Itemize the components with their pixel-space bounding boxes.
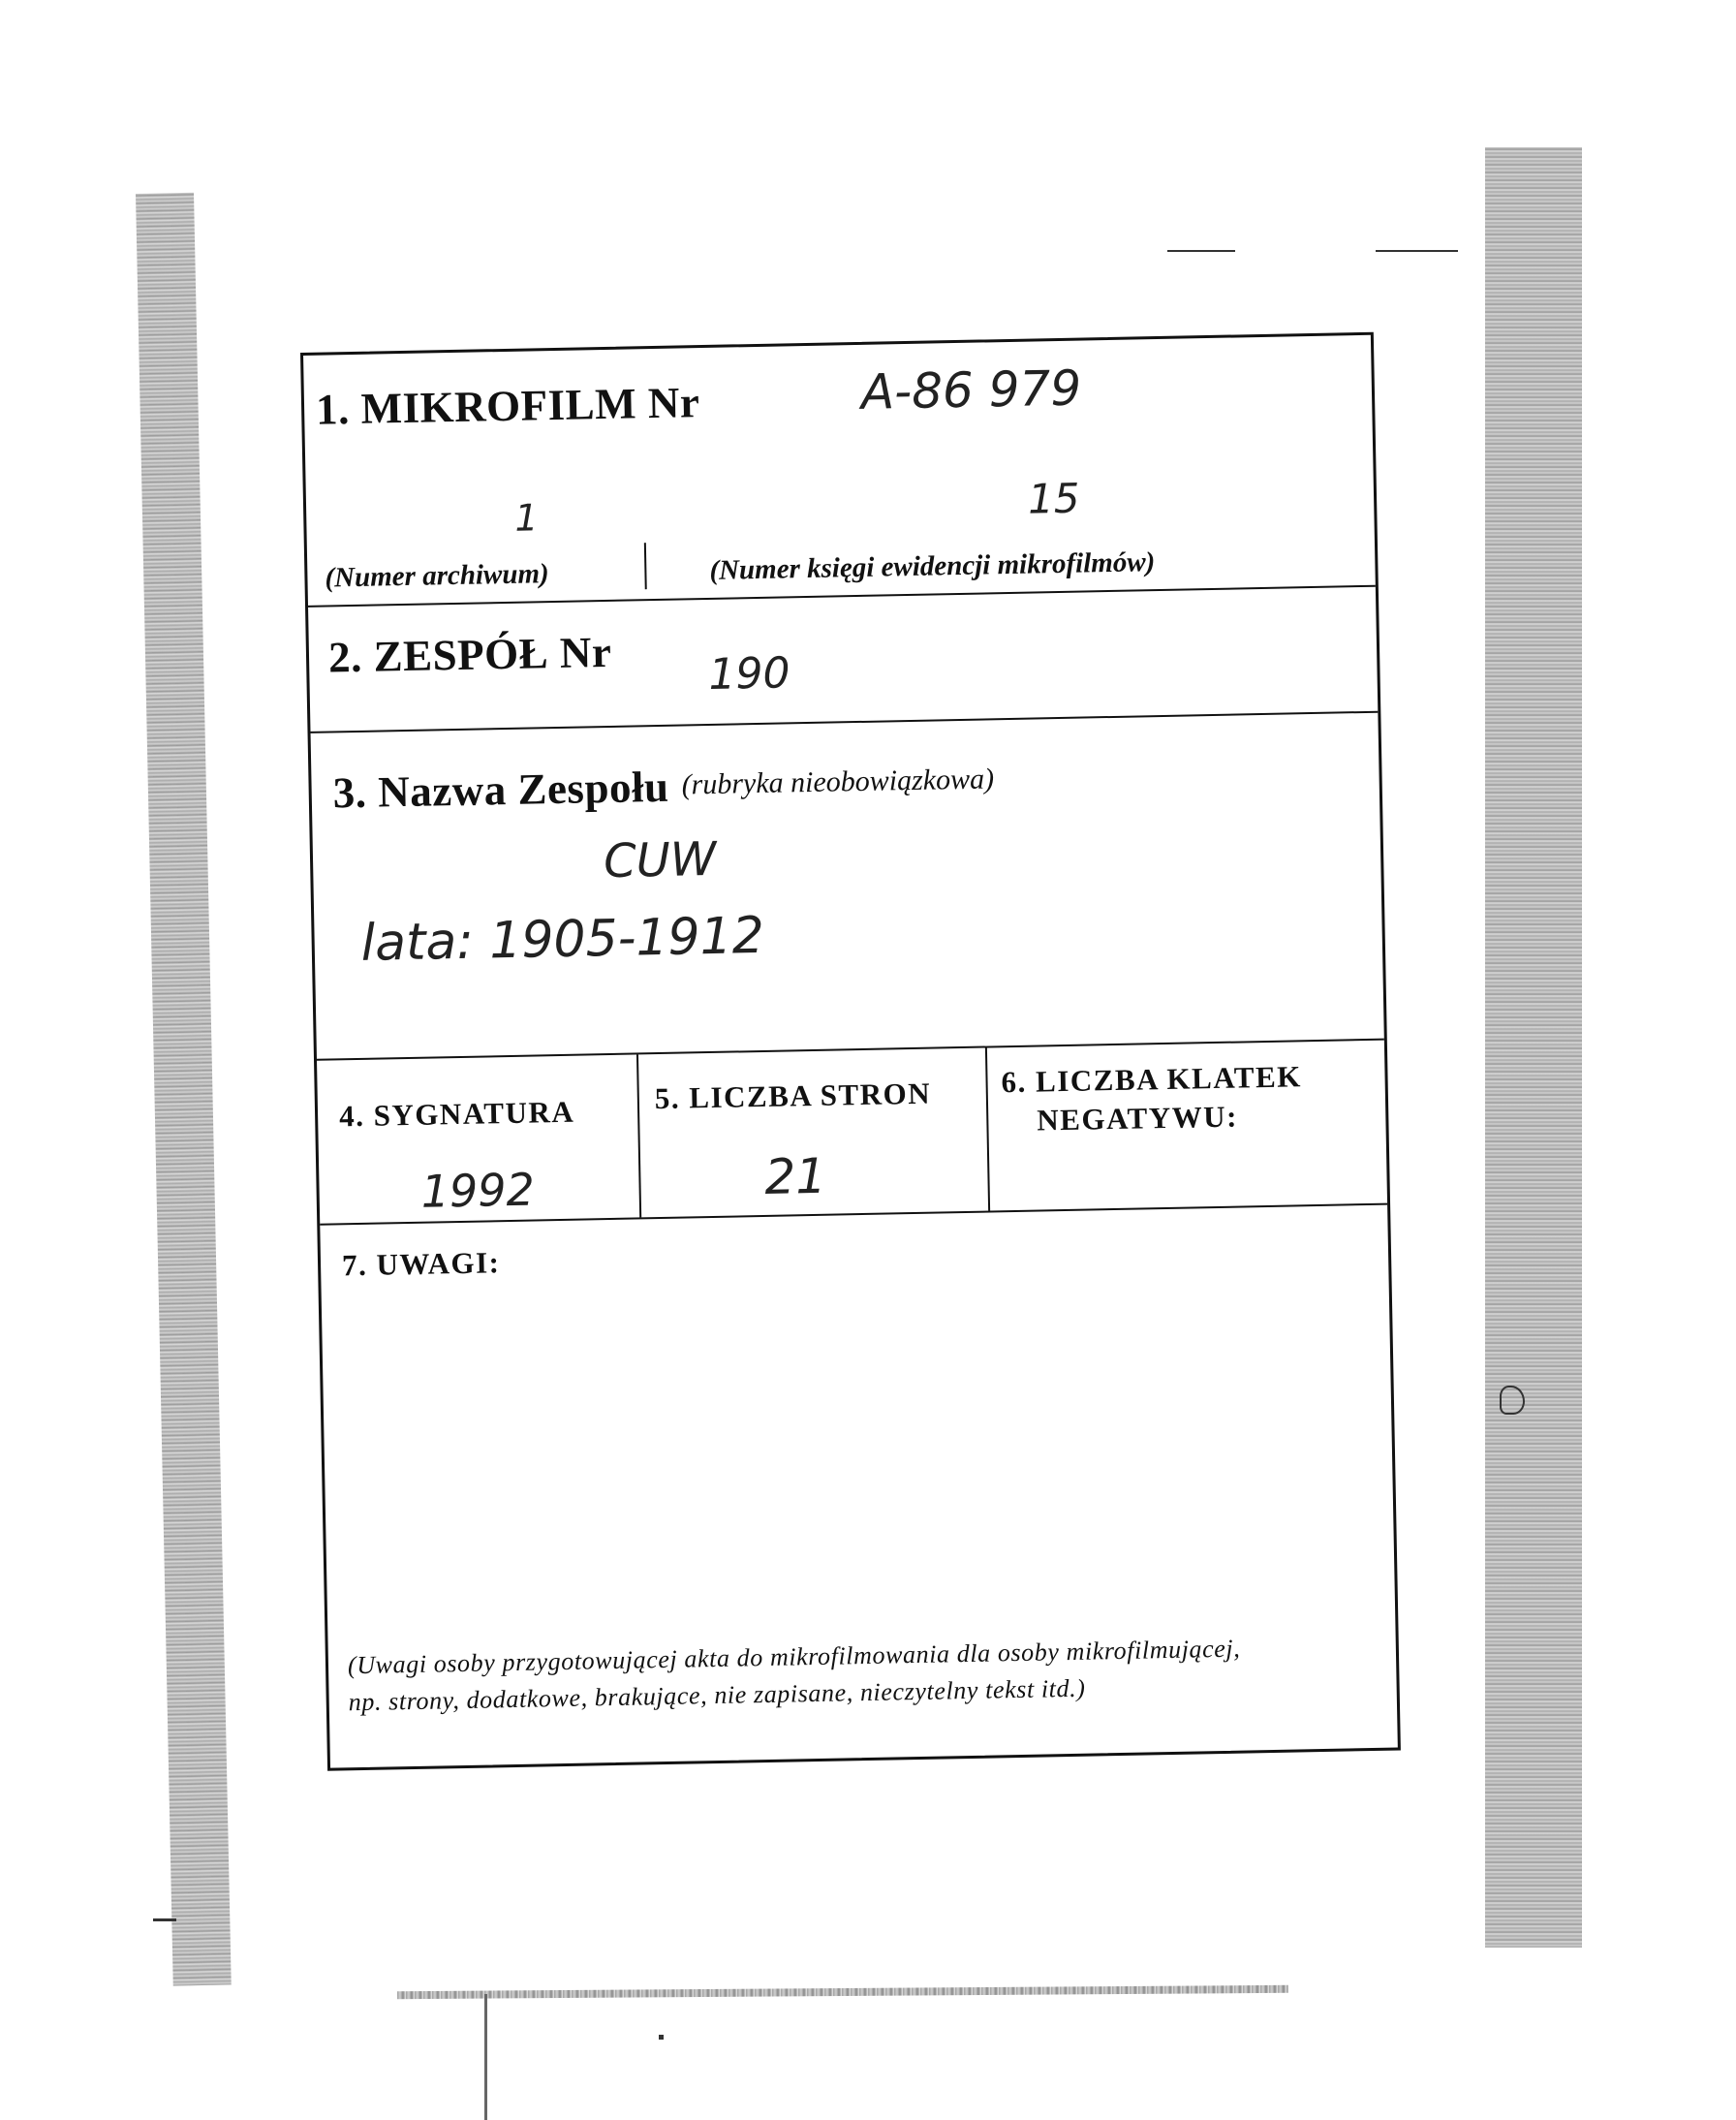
scan-edge-left xyxy=(136,193,232,1986)
mikrofilm-label: 1. MIKROFILM Nr xyxy=(315,378,700,434)
nazwa-zespolu-label: 3. Nazwa Zespołu xyxy=(332,762,669,818)
numer-ksiegi-label: (Numer księgi ewidencji mikrofilmów) xyxy=(709,546,1156,586)
nazwa-zespolu-note: (rubryka nieobowiązkowa) xyxy=(681,763,995,801)
scan-edge-right xyxy=(1485,147,1582,1948)
section-uwagi xyxy=(320,1205,1398,1768)
scan-mark xyxy=(484,1994,487,2120)
scan-mark xyxy=(1500,1386,1525,1415)
zespol-label: 2. ZESPÓŁ Nr xyxy=(327,627,612,682)
nazwa-zespolu-value: CUW xyxy=(603,831,717,889)
mikrofilm-number: A-86 979 xyxy=(860,359,1082,421)
sygnatura-value: 1992 xyxy=(420,1163,536,1218)
section-nazwa-zespolu xyxy=(311,713,1384,1061)
section-zespol xyxy=(308,587,1378,733)
numer-archiwum-value: 1 xyxy=(513,496,539,540)
cell-liczba-stron xyxy=(638,1048,990,1218)
lata-value: lata: 1905-1912 xyxy=(360,906,765,973)
microfilm-form xyxy=(300,332,1401,1771)
liczba-klatek-label-line-1: 6. LICZBA KLATEK xyxy=(1001,1059,1303,1100)
liczba-stron-value: 21 xyxy=(763,1147,827,1205)
numer-archiwum-label: (Numer archiwum) xyxy=(325,558,549,594)
uwagi-footnote-line-2: np. strony, dodatkowe, brakujące, nie zapisane, nieczytelny tekst itd.) xyxy=(348,1673,1086,1717)
numer-ksiegi-value: 15 xyxy=(1027,474,1080,523)
section-mikrofilm xyxy=(303,335,1376,608)
liczba-stron-label: 5. LICZBA STRON xyxy=(654,1076,932,1116)
uwagi-footnote-line-1: (Uwagi osoby przygotowującej akta do mikrofilmowania dla osoby mikrofilmującej, xyxy=(347,1634,1241,1680)
scan-mark xyxy=(153,1918,176,1921)
sygnatura-label: 4. SYGNATURA xyxy=(338,1094,575,1134)
cell-liczba-klatek xyxy=(987,1041,1387,1211)
zespol-number: 190 xyxy=(707,648,790,700)
scan-smudge-bottom xyxy=(397,1985,1288,1999)
scan-mark xyxy=(1376,250,1458,252)
cell-sygnatura xyxy=(317,1054,641,1223)
scan-mark xyxy=(659,2035,664,2040)
liczba-klatek-label-line-2: NEGATYWU: xyxy=(1037,1099,1239,1138)
divider xyxy=(644,543,647,589)
section-details xyxy=(317,1041,1387,1226)
scan-mark xyxy=(1167,250,1235,252)
uwagi-label: 7. UWAGI: xyxy=(341,1245,501,1283)
